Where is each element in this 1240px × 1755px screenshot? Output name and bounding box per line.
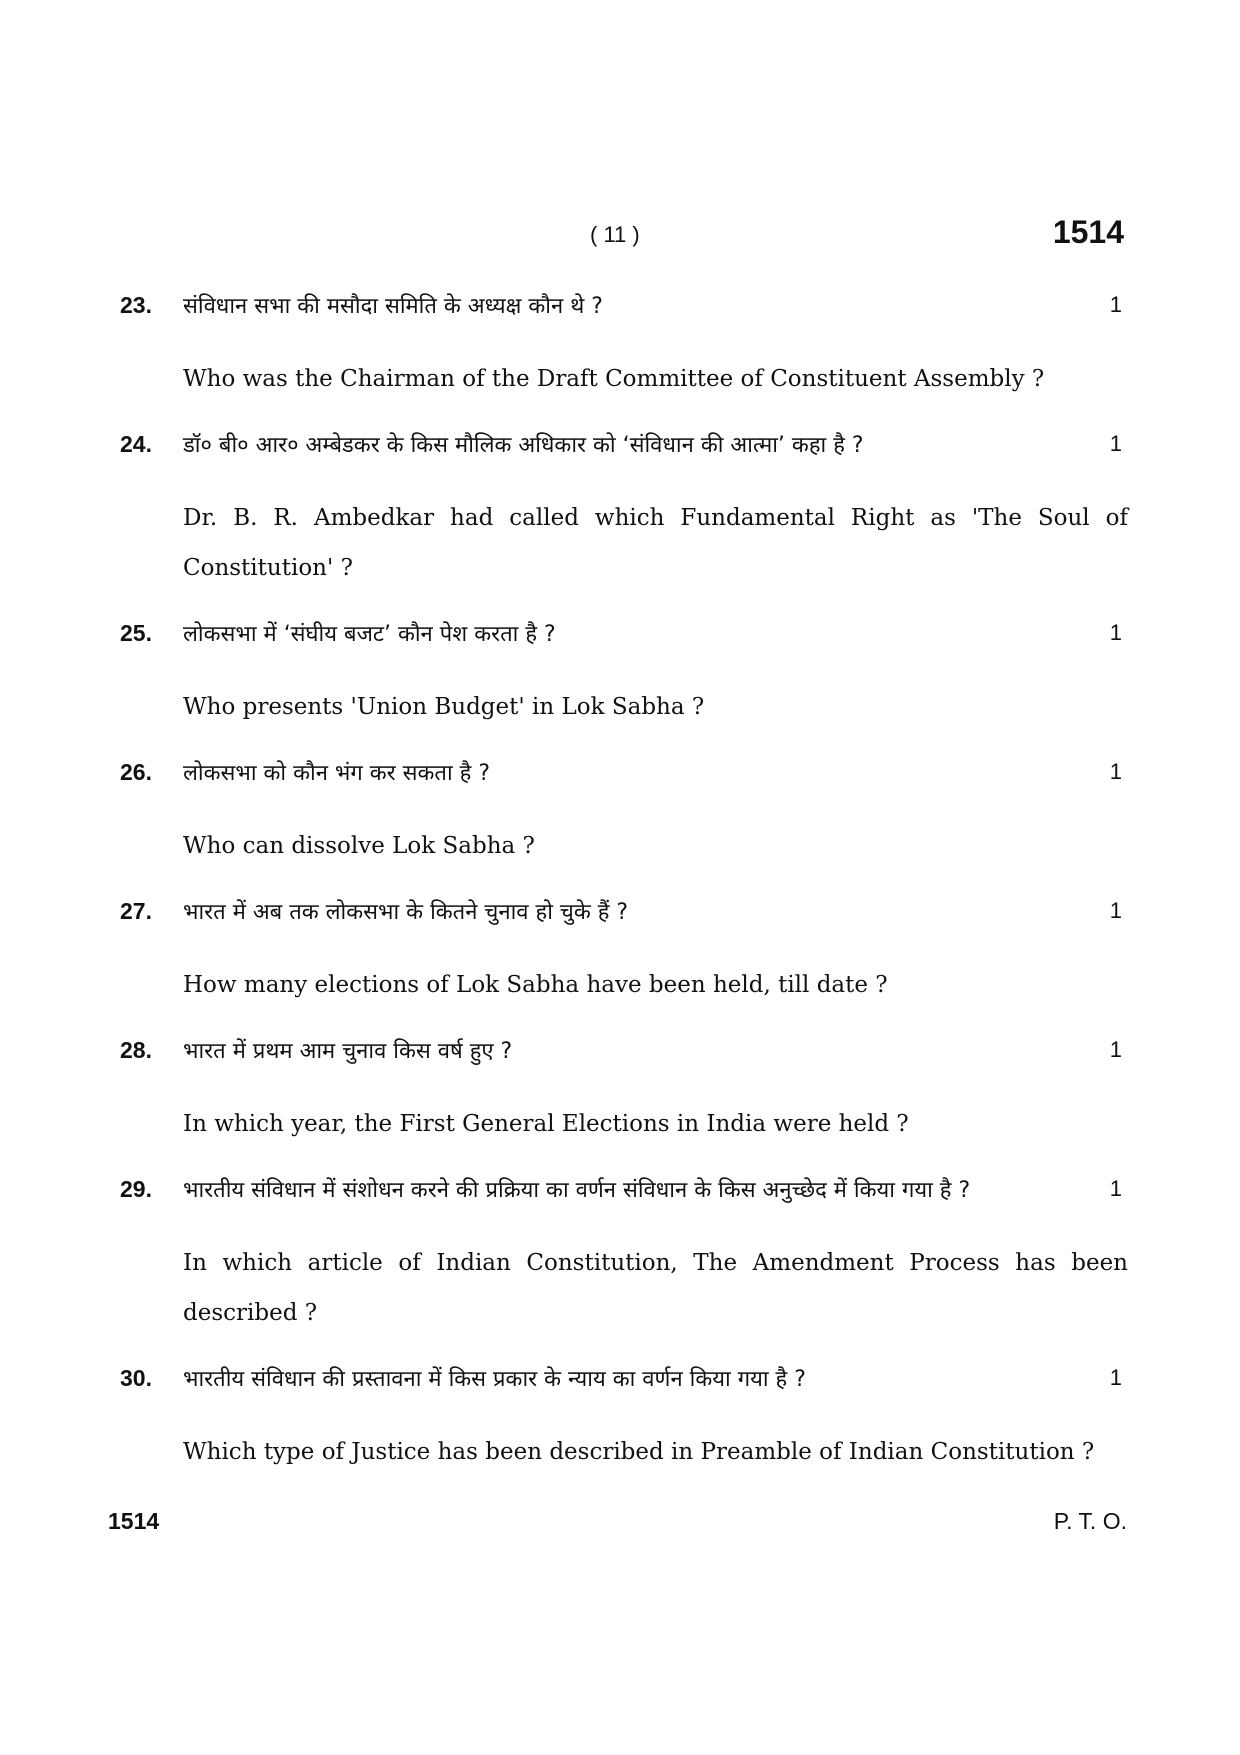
question-number: 24. — [120, 431, 152, 457]
question-hindi-text: लोकसभा को कौन भंग कर सकता है ? — [183, 761, 491, 786]
question-number: 28. — [120, 1037, 152, 1063]
question-number: 27. — [120, 898, 152, 924]
question-hindi-text: भारत में अब तक लोकसभा के कितने चुनाव हो चुके हैं ? — [183, 900, 629, 925]
question-number: 30. — [120, 1365, 152, 1391]
question-marks: 1 — [1109, 620, 1122, 645]
question-hindi-text: संविधान सभा की मसौदा समिति के अध्यक्ष कौन थे ? — [183, 294, 603, 319]
question-marks: 1 — [1109, 759, 1122, 784]
question-hindi-text: डॉ० बी० आर० अम्बेडकर के किस मौलिक अधिकार को ‘संविधान की आत्मा’ कहा है ? — [183, 433, 864, 458]
question-hindi-text: लोकसभा में ‘संघीय बजट’ कौन पेश करता है ? — [183, 622, 556, 647]
question-english-text: Who presents 'Union Budget' in Lok Sabha ? — [183, 694, 705, 720]
question-hindi-text: भारतीय संविधान में संशोधन करने की प्रक्रिया का वर्णन संविधान के किस अनुच्छेद में किया गया है ? — [183, 1178, 971, 1203]
question-english-text: Which type of Justice has been described in Preamble of Indian Constitution ? — [183, 1439, 1095, 1465]
question-marks: 1 — [1109, 431, 1122, 456]
question-hindi-text: भारत में प्रथम आम चुनाव किस वर्ष हुए ? — [183, 1039, 513, 1064]
question-english-text: Who can dissolve Lok Sabha ? — [183, 833, 535, 859]
question-number: 29. — [120, 1176, 152, 1202]
question-english-text: In which article of Indian Constitution, The Amendment Process has been described ? — [183, 1250, 1128, 1326]
question-english-text: Who was the Chairman of the Draft Committee of Constituent Assembly ? — [183, 366, 1045, 392]
paper-code-header: 1514 — [1052, 214, 1124, 250]
question-number: 26. — [120, 759, 152, 785]
page-number: ( 11 ) — [590, 222, 640, 247]
question-english-text: In which year, the First General Elections in India were held ? — [183, 1111, 909, 1137]
question-english-text: Dr. B. R. Ambedkar had called which Fundamental Right as 'The Soul of Constitution' ? — [183, 505, 1128, 581]
question-marks: 1 — [1109, 898, 1122, 923]
question-marks: 1 — [1109, 1037, 1122, 1062]
please-turn-over: P. T. O. — [1053, 1508, 1127, 1534]
question-number: 23. — [120, 292, 152, 318]
question-marks: 1 — [1109, 1176, 1122, 1201]
paper-code-footer: 1514 — [108, 1508, 160, 1534]
question-marks: 1 — [1109, 1365, 1122, 1390]
question-hindi-text: भारतीय संविधान की प्रस्तावना में किस प्रकार के न्याय का वर्णन किया गया है ? — [183, 1367, 806, 1392]
question-number: 25. — [120, 620, 152, 646]
question-english-text: How many elections of Lok Sabha have been held, till date ? — [183, 972, 888, 998]
question-marks: 1 — [1109, 292, 1122, 317]
